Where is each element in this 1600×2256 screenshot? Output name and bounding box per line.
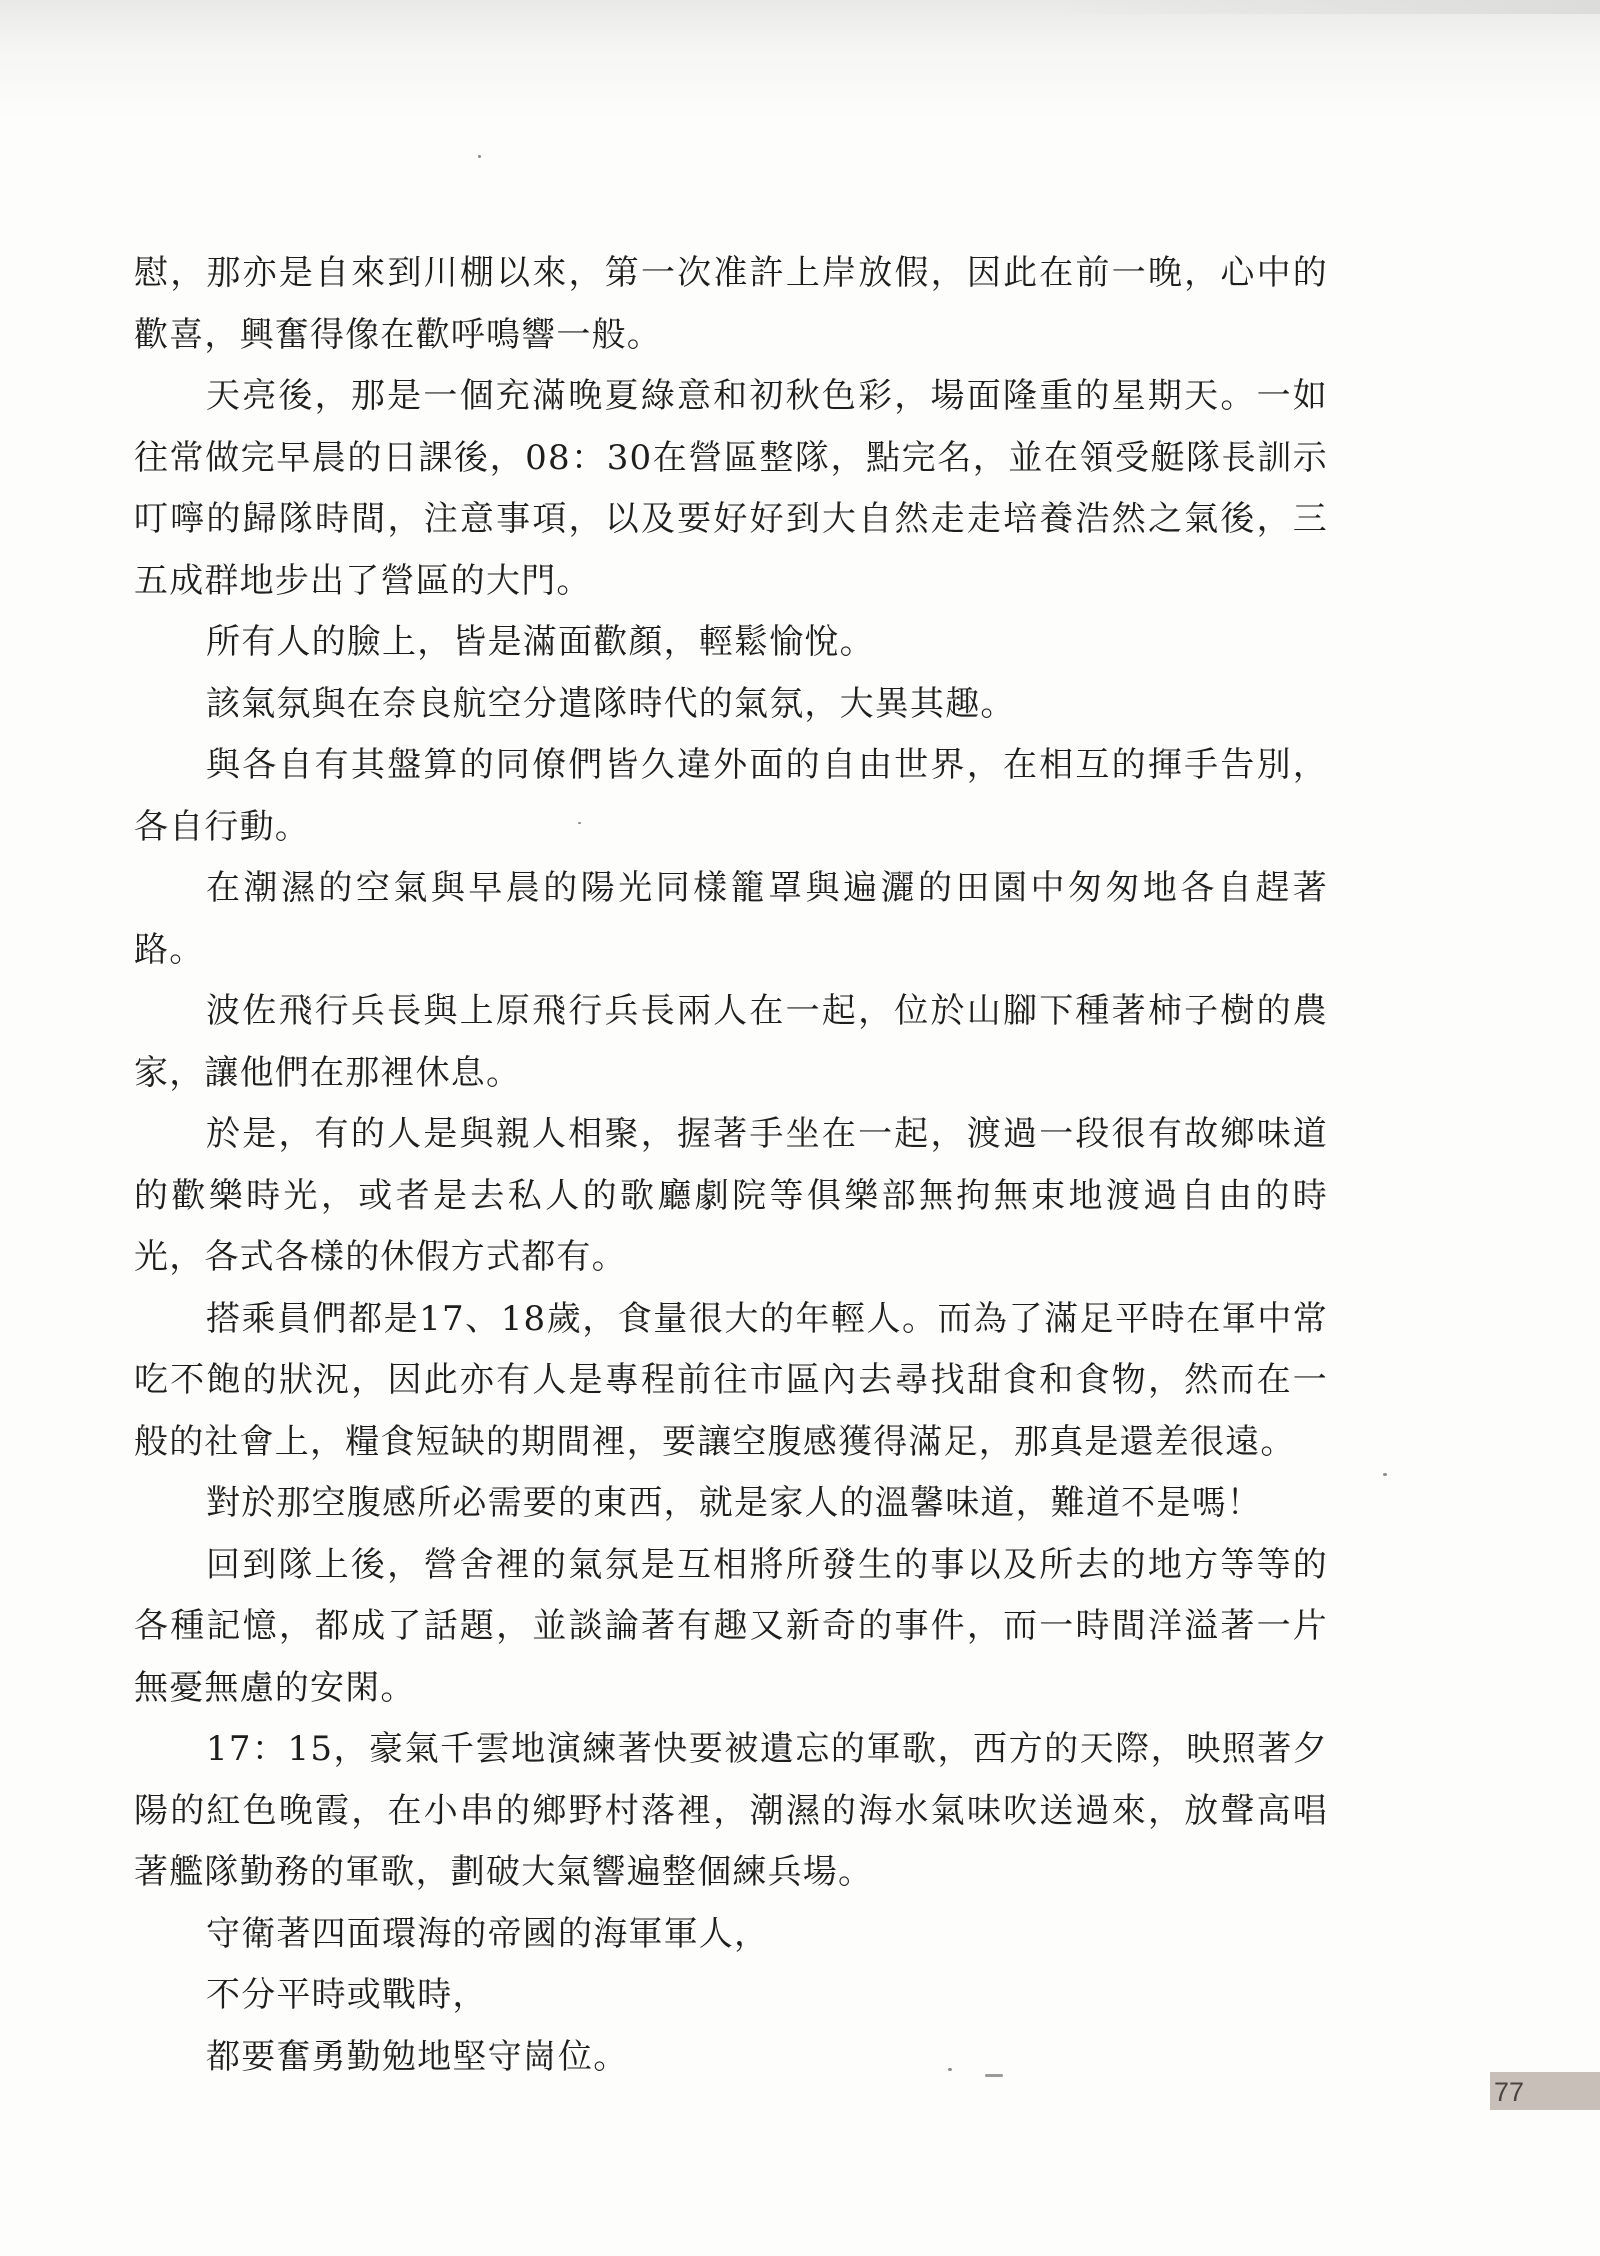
scan-top-fold — [1040, 0, 1600, 14]
scan-top-shadow — [0, 0, 1600, 120]
scan-speck — [578, 822, 581, 824]
paragraph-continuation: 慰，那亦是自來到川棚以來，第一次准許上岸放假，因此在前一晚，心中的歡喜，興奮得像在歡呼鳴響一般。 — [134, 253, 1328, 355]
song-lyric-line: 不分平時或戰時， — [206, 1975, 488, 2015]
scan-speck — [478, 155, 481, 158]
paragraph: 與各自有其盤算的同僚們皆久違外面的自由世界，在相互的揮手告別，各自行動。 — [134, 745, 1328, 847]
scan-speck — [985, 2074, 1003, 2077]
paragraph: 在潮濕的空氣與早晨的陽光同樣籠罩與遍灑的田園中匆匆地各自趕著路。 — [134, 868, 1328, 970]
paragraph: 該氣氛與在奈良航空分遣隊時代的氣氛，大異其趣。 — [206, 683, 1016, 724]
page-number: 77 — [1494, 2077, 1525, 2107]
song-lyric-line: 都要奮勇勤勉地堅守崗位。 — [206, 2036, 629, 2077]
paragraph: 於是，有的人是與親人相聚，握著手坐在一起，渡過一段很有故鄉味道的歡樂時光，或者是去私人的歌廳劇院等俱樂部無拘無束地渡過自由的時光，各式各樣的休假方式都有。 — [134, 1114, 1328, 1277]
paragraph: 對於那空腹感所必需要的東西，就是家人的溫馨味道，難道不是嗎！ — [206, 1483, 1262, 1523]
paragraph: 波佐飛行兵長與上原飛行兵長兩人在一起，位於山腳下種著柿子樹的農家，讓他們在那裡休息。 — [134, 991, 1328, 1093]
scan-speck — [1383, 1473, 1387, 1476]
song-lyric-line: 守衛著四面環海的帝國的海軍軍人， — [206, 1913, 770, 1954]
paragraph: 17：15，豪氣千雲地演練著快要被遺忘的軍歌，西方的天際，映照著夕陽的紅色晚霞，在小串的鄉野村落裡，潮濕的海水氣味吹送過來，放聲高唱著艦隊勤務的軍歌，劃破大氣響遍整個練兵場。 — [134, 1729, 1328, 1892]
paragraph: 所有人的臉上，皆是滿面歡顏，輕鬆愉悅。 — [206, 622, 875, 662]
body-text — [134, 243, 1328, 2088]
paragraph: 搭乘員們都是17、18歲，食量很大的年輕人。而為了滿足平時在軍中常吃不飽的狀況，因此亦有人是專程前往市區內去尋找甜食和食物，然而在一般的社會上，糧食短缺的期間裡，要讓空腹感獲得滿足，那真是還差很遠。 — [134, 1298, 1328, 1462]
scan-speck — [948, 2068, 952, 2071]
paragraph: 天亮後，那是一個充滿晚夏綠意和初秋色彩，場面隆重的星期天。一如往常做完早晨的日課後，08：30在營區整隊，點完名，並在領受艇隊長訓示叮嚀的歸隊時間，注意事項，以及要好好到大自然走走培養浩然之氣後，三五成群地步出了營區的大門。 — [134, 376, 1328, 601]
paragraph: 回到隊上後，營舍裡的氣氛是互相將所發生的事以及所去的地方等等的各種記憶，都成了話題，並談論著有趣又新奇的事件，而一時間洋溢著一片無憂無慮的安閑。 — [134, 1544, 1328, 1708]
